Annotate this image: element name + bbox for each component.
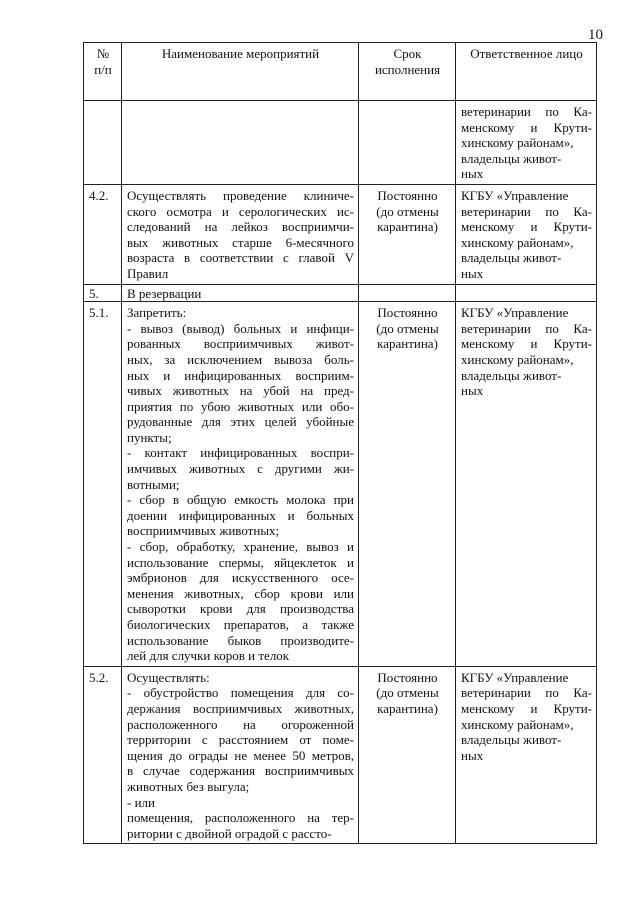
measure-text-line: биологических препаратов, а также <box>127 617 354 632</box>
table-row <box>84 302 597 667</box>
measures-table <box>83 42 597 844</box>
measure-text-line: рудованные для этих целей убойные <box>127 414 354 430</box>
term-text-line: Постоянно <box>377 305 438 321</box>
measure-text-line: Правил <box>127 265 169 281</box>
responsible-text-line: хинскому районам», <box>461 135 574 151</box>
measure-text-line: чивых животных на убой на пред- <box>127 383 354 399</box>
measure-text-line: восприимчивых животных; <box>127 523 280 539</box>
responsible-text-line: КГБУ «Управление <box>461 305 569 321</box>
measure-text-line: - сбор в общую емкость молока при <box>127 492 354 508</box>
header-number-line: п/п <box>94 61 112 77</box>
responsible-text-line: КГБУ «Управление <box>461 669 569 685</box>
measure-text-line: ского осмотра и серологических ис- <box>127 203 354 219</box>
table-row <box>84 184 597 284</box>
responsible-text-line: хинскому районам», <box>461 351 574 367</box>
measure-text-line: - контакт инфицированных воспри- <box>127 445 354 461</box>
responsible-text-line: хинскому районам», <box>461 716 574 732</box>
header-number <box>84 43 122 101</box>
header-term <box>359 43 456 101</box>
measure-text-line: В резервации <box>127 285 202 301</box>
responsible-text-line: ных <box>461 747 484 763</box>
responsible-text <box>456 666 597 844</box>
measure-text-line: использование спермы, яйцеклеток и <box>127 554 354 570</box>
responsible-text <box>456 284 597 302</box>
measure-text-line: рованных восприимчивых живот- <box>127 336 354 352</box>
term-text-line: (до отмены <box>376 685 439 701</box>
measure-text-line: ритории с двойной оградой с рассто- <box>127 825 332 841</box>
measure-text-line: возраста в соответствии с главой V <box>127 250 354 266</box>
measure-text-line: - обустройство помещения для со- <box>127 685 354 701</box>
term-text <box>359 101 456 185</box>
term-text-line: карантина) <box>377 336 438 352</box>
responsible-text-line: ных <box>461 166 484 182</box>
measure-text-line: ных и инфицированных восприим- <box>127 367 354 383</box>
measure-text <box>122 302 359 667</box>
row-number <box>84 101 122 185</box>
responsible-text-line: владельцы живот- <box>461 732 562 748</box>
measure-text-line: имчивых животных с другими жи- <box>127 461 354 477</box>
term-text-line: карантина) <box>377 700 438 716</box>
measure-text-line: вых животных старше 6-месячного <box>127 234 354 250</box>
header-number-line: № <box>96 46 110 61</box>
row-number: 5.1. <box>84 302 122 667</box>
header-name: Наименование мероприятий <box>122 43 359 101</box>
responsible-text-line: хинскому районам», <box>461 234 574 250</box>
measure-text-line: - сбор, обработку, хранение, вывоз и <box>127 539 354 555</box>
term-text <box>359 666 456 844</box>
responsible-text-line: владельцы живот- <box>461 250 562 266</box>
measure-text-line: ных, за исключением вывоза боль- <box>127 351 354 367</box>
measure-text-line: держания восприимчивых животных, <box>127 700 354 716</box>
measure-text-line: в случае содержания восприимчивых <box>127 763 354 779</box>
measure-text <box>122 284 359 302</box>
responsible-text-line: менскому и Крути- <box>461 119 592 135</box>
measure-text-line: использование быков производите- <box>127 632 354 648</box>
measure-text-line: Осуществлять: <box>127 669 210 685</box>
header-responsible: Ответственное лицо <box>456 43 597 101</box>
term-text <box>359 284 456 302</box>
measure-text-line: сыворотки крови для производства <box>127 601 354 617</box>
measure-text-line: менения животных, сбор крови или <box>127 585 354 601</box>
term-text <box>359 302 456 667</box>
measure-text-line: Запретить: <box>127 305 187 321</box>
responsible-text <box>456 101 597 185</box>
row-number: 5. <box>84 284 122 302</box>
measure-text <box>122 101 359 185</box>
measure-text <box>122 184 359 284</box>
term-text-line: Постоянно <box>377 187 438 203</box>
responsible-text-line: менскому и Крути- <box>461 700 592 716</box>
table-row <box>84 284 597 302</box>
measure-text-line: эмбрионов для искусственного осе- <box>127 570 354 586</box>
measure-text <box>122 666 359 844</box>
measure-text-line: - вывоз (вывод) больных и инфици- <box>127 320 354 336</box>
responsible-text-line: ветеринарии по Ка- <box>461 104 592 119</box>
responsible-text-line: ных <box>461 265 484 281</box>
term-text-line: (до отмены <box>376 320 439 336</box>
table-header-row <box>84 43 597 101</box>
measure-text-line: щения до ограды не менее 50 метров, <box>127 747 354 763</box>
measure-text-line: доении инфицированных и больных <box>127 507 354 523</box>
table-row <box>84 666 597 844</box>
responsible-text-line: ных <box>461 383 484 399</box>
measure-text-line: вотными; <box>127 476 180 492</box>
page-number: 10 <box>588 27 603 43</box>
responsible-text-line: КГБУ «Управление <box>461 187 569 203</box>
row-number: 4.2. <box>84 184 122 284</box>
term-text-line: карантина) <box>377 219 438 235</box>
header-term-line: Срок <box>393 46 422 61</box>
table-row <box>84 101 597 185</box>
measure-text-line: пункты; <box>127 429 172 445</box>
row-number: 5.2. <box>84 666 122 844</box>
responsible-text <box>456 302 597 667</box>
term-text-line: (до отмены <box>376 203 439 219</box>
term-text-line: Постоянно <box>377 669 438 685</box>
measure-text-line: помещения, расположенного на тер- <box>127 810 354 826</box>
measure-text-line: территории с расстоянием от поме- <box>127 732 354 748</box>
measure-text-line: следований на лейкоз восприимчи- <box>127 219 354 235</box>
measure-text-line: лей для случки коров и телок <box>127 648 290 664</box>
responsible-text-line: владельцы живот- <box>461 150 562 166</box>
measure-text-line: расположенного на огороженной <box>127 716 354 732</box>
measure-text-line: Осуществлять проведение клиниче- <box>127 187 354 203</box>
header-term-line: исполнения <box>374 61 441 77</box>
responsible-text-line: владельцы живот- <box>461 367 562 383</box>
measure-text-line: животных без выгула; <box>127 778 250 794</box>
term-text <box>359 184 456 284</box>
responsible-text-line: менскому и Крути- <box>461 336 592 352</box>
responsible-text-line: менскому и Крути- <box>461 219 592 235</box>
responsible-text-line: ветеринарии по Ка- <box>461 320 592 336</box>
measure-text-line: - или <box>127 794 155 810</box>
responsible-text-line: ветеринарии по Ка- <box>461 685 592 701</box>
responsible-text-line: ветеринарии по Ка- <box>461 203 592 219</box>
measure-text-line: приятия по убою животных или обо- <box>127 398 354 414</box>
responsible-text <box>456 184 597 284</box>
